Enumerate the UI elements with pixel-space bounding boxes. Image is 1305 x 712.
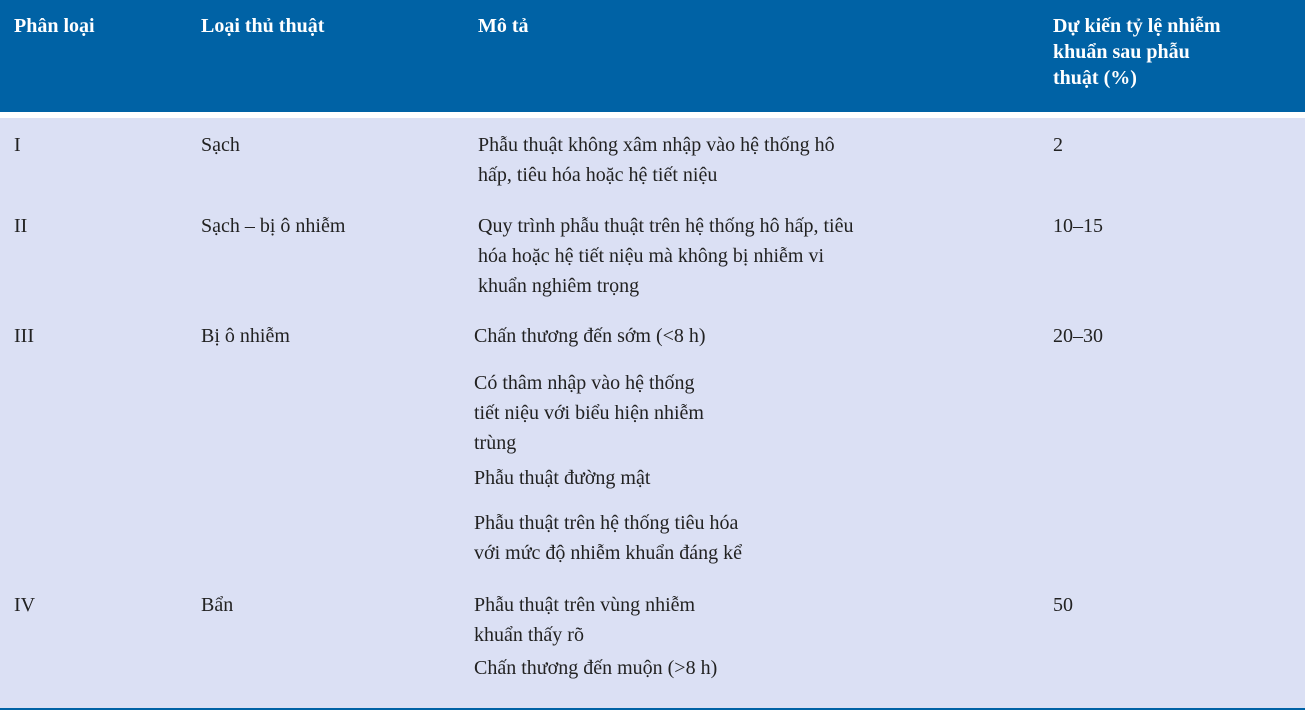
- description-line: Phẫu thuật trên hệ thống tiêu hóa: [474, 512, 739, 534]
- header-expected-infection-rate: [1053, 13, 1221, 91]
- row-procedure-type: Bẩn: [201, 594, 234, 616]
- header-rate-line-2: khuẩn sau phẫu: [1053, 41, 1190, 63]
- description-item: Phẫu thuật đường mật: [474, 467, 651, 489]
- bottom-border: [0, 708, 1305, 710]
- row-procedure-type: Bị ô nhiễm: [201, 325, 290, 347]
- header-rate-line-1: Dự kiến tỷ lệ nhiễm: [1053, 15, 1221, 37]
- header-description: Mô tả: [478, 15, 529, 37]
- header-procedure-type: Loại thủ thuật: [201, 15, 325, 37]
- description-line: trùng: [474, 432, 517, 454]
- description-item: [474, 368, 704, 458]
- row-infection-rate: 2: [1053, 134, 1063, 156]
- row-infection-rate: 50: [1053, 594, 1073, 616]
- description-line: khuẩn nghiêm trọng: [478, 275, 640, 297]
- description-line: tiết niệu với biểu hiện nhiễm: [474, 402, 704, 424]
- description-line: hóa hoặc hệ tiết niệu mà không bị nhiễm vi: [478, 245, 825, 267]
- row-infection-rate: 10–15: [1053, 215, 1103, 237]
- description-line: với mức độ nhiễm khuẩn đáng kể: [474, 542, 743, 564]
- description-line: Có thâm nhập vào hệ thống: [474, 372, 695, 394]
- description-item: Chấn thương đến muộn (>8 h): [474, 657, 718, 679]
- row-description: [478, 130, 835, 190]
- description-line: Phẫu thuật trên vùng nhiễm: [474, 594, 696, 616]
- row-description: [478, 211, 853, 301]
- header-rate-line-3: thuật (%): [1053, 67, 1137, 89]
- header-classification: Phân loại: [14, 15, 95, 37]
- description-line: Phẫu thuật không xâm nhập vào hệ thống hô: [478, 134, 835, 156]
- row-classification: III: [14, 325, 34, 347]
- description-line: hấp, tiêu hóa hoặc hệ tiết niệu: [478, 164, 718, 186]
- row-infection-rate: 20–30: [1053, 325, 1103, 347]
- table-header: [0, 0, 1305, 112]
- row-classification: I: [14, 134, 21, 156]
- row-classification: II: [14, 215, 28, 237]
- row-procedure-type: Sạch: [201, 134, 240, 156]
- row-classification: IV: [14, 594, 36, 616]
- description-item: [474, 590, 695, 650]
- description-line: khuẩn thấy rõ: [474, 624, 584, 646]
- table-body: [0, 118, 1305, 708]
- description-item: Chấn thương đến sớm (<8 h): [474, 325, 706, 347]
- row-procedure-type: Sạch – bị ô nhiễm: [201, 215, 346, 237]
- description-item: [474, 508, 742, 568]
- description-line: Quy trình phẫu thuật trên hệ thống hô hấp, tiêu: [478, 215, 854, 237]
